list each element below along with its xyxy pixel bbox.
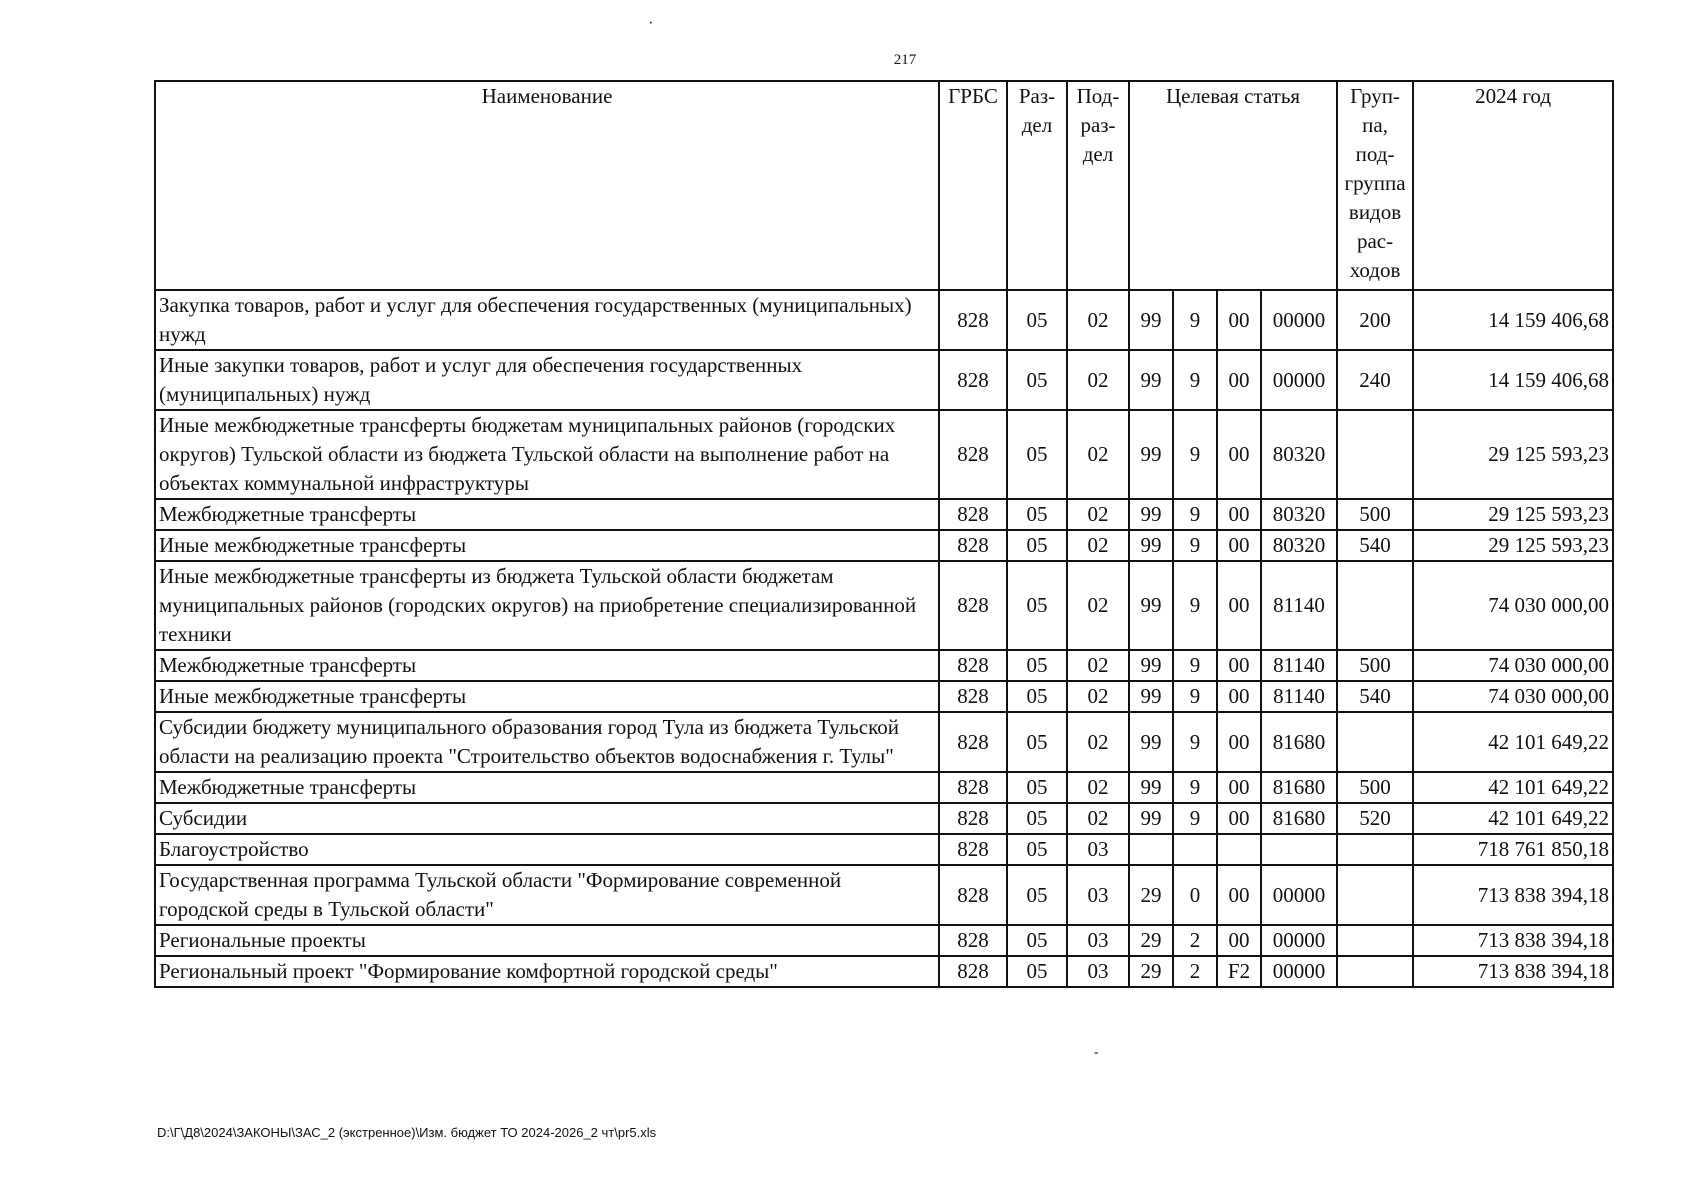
- cell-podrazdel: 02: [1067, 712, 1129, 772]
- cell-target-part-3: F2: [1217, 956, 1261, 987]
- cell-target-part-2: [1173, 834, 1217, 865]
- table-row: [155, 650, 1613, 681]
- cell-target-part-3: [1217, 834, 1261, 865]
- cell-target-part-2: 9: [1173, 681, 1217, 712]
- cell-name: Региональный проект "Формирование комфортной городской среды": [155, 956, 939, 987]
- cell-podrazdel: 02: [1067, 772, 1129, 803]
- cell-name: Межбюджетные трансферты: [155, 772, 939, 803]
- cell-target-part-3: 00: [1217, 530, 1261, 561]
- cell-target-part-1: 99: [1129, 290, 1173, 350]
- cell-target-part-1: [1129, 834, 1173, 865]
- cell-grbs: 828: [939, 834, 1007, 865]
- cell-target-part-4: 80320: [1261, 530, 1337, 561]
- cell-name: Закупка товаров, работ и услуг для обеспечения государственных (муниципальных) нужд: [155, 290, 939, 350]
- cell-expense-group: 540: [1337, 681, 1413, 712]
- cell-target-part-4: 80320: [1261, 499, 1337, 530]
- cell-target-part-3: 00: [1217, 865, 1261, 925]
- cell-grbs: 828: [939, 350, 1007, 410]
- cell-grbs: 828: [939, 925, 1007, 956]
- cell-target-part-2: 0: [1173, 865, 1217, 925]
- cell-target-part-1: 99: [1129, 350, 1173, 410]
- cell-expense-group: [1337, 410, 1413, 499]
- cell-target-part-2: 9: [1173, 499, 1217, 530]
- cell-grbs: 828: [939, 712, 1007, 772]
- cell-razdel: 05: [1007, 561, 1067, 650]
- cell-expense-group: 240: [1337, 350, 1413, 410]
- cell-amount: 74 030 000,00: [1413, 561, 1613, 650]
- cell-expense-group: [1337, 956, 1413, 987]
- cell-grbs: 828: [939, 956, 1007, 987]
- cell-amount: 713 838 394,18: [1413, 925, 1613, 956]
- cell-razdel: 05: [1007, 499, 1067, 530]
- cell-target-part-1: 99: [1129, 772, 1173, 803]
- table-row: [155, 530, 1613, 561]
- cell-target-part-3: 00: [1217, 350, 1261, 410]
- cell-target-part-1: 99: [1129, 803, 1173, 834]
- budget-table: [154, 80, 1614, 988]
- table-row: [155, 865, 1613, 925]
- table-row: [155, 712, 1613, 772]
- table-row: [155, 561, 1613, 650]
- cell-target-part-2: 9: [1173, 561, 1217, 650]
- cell-target-part-1: 99: [1129, 410, 1173, 499]
- cell-expense-group: 520: [1337, 803, 1413, 834]
- table-header: [155, 81, 1613, 290]
- cell-grbs: 828: [939, 772, 1007, 803]
- table-row: [155, 772, 1613, 803]
- header-razdel: Раз- дел: [1007, 81, 1067, 290]
- cell-target-part-3: 00: [1217, 803, 1261, 834]
- cell-target-part-2: 9: [1173, 803, 1217, 834]
- cell-amount: 14 159 406,68: [1413, 290, 1613, 350]
- header-grbs: ГРБС: [939, 81, 1007, 290]
- header-target-article: Целевая статья: [1129, 81, 1337, 290]
- table-row: [155, 803, 1613, 834]
- cell-grbs: 828: [939, 561, 1007, 650]
- cell-podrazdel: 02: [1067, 530, 1129, 561]
- cell-podrazdel: 02: [1067, 350, 1129, 410]
- cell-target-part-3: 00: [1217, 561, 1261, 650]
- cell-expense-group: 500: [1337, 499, 1413, 530]
- cell-target-part-4: 81140: [1261, 561, 1337, 650]
- cell-amount: 713 838 394,18: [1413, 865, 1613, 925]
- cell-podrazdel: 02: [1067, 410, 1129, 499]
- cell-amount: 14 159 406,68: [1413, 350, 1613, 410]
- cell-amount: 42 101 649,22: [1413, 712, 1613, 772]
- cell-target-part-1: 29: [1129, 925, 1173, 956]
- cell-expense-group: [1337, 834, 1413, 865]
- table-row: [155, 350, 1613, 410]
- cell-expense-group: [1337, 561, 1413, 650]
- header-expense-group: Груп- па, под- группа видов рас- ходов: [1337, 81, 1413, 290]
- cell-expense-group: 200: [1337, 290, 1413, 350]
- table-row: [155, 925, 1613, 956]
- cell-target-part-3: 00: [1217, 925, 1261, 956]
- cell-target-part-4: 80320: [1261, 410, 1337, 499]
- cell-target-part-1: 99: [1129, 712, 1173, 772]
- cell-grbs: 828: [939, 530, 1007, 561]
- cell-razdel: 05: [1007, 834, 1067, 865]
- cell-target-part-2: 9: [1173, 650, 1217, 681]
- cell-podrazdel: 03: [1067, 834, 1129, 865]
- cell-razdel: 05: [1007, 350, 1067, 410]
- cell-podrazdel: 02: [1067, 499, 1129, 530]
- cell-target-part-2: 9: [1173, 712, 1217, 772]
- cell-target-part-3: 00: [1217, 499, 1261, 530]
- cell-target-part-2: 2: [1173, 956, 1217, 987]
- table-row: [155, 499, 1613, 530]
- cell-target-part-2: 9: [1173, 530, 1217, 561]
- cell-name: Иные закупки товаров, работ и услуг для обеспечения государственных (муниципальных) нужд: [155, 350, 939, 410]
- cell-razdel: 05: [1007, 650, 1067, 681]
- cell-target-part-1: 99: [1129, 530, 1173, 561]
- page-number: 217: [893, 52, 917, 68]
- cell-razdel: 05: [1007, 772, 1067, 803]
- cell-target-part-3: 00: [1217, 772, 1261, 803]
- cell-target-part-4: 81140: [1261, 650, 1337, 681]
- cell-amount: 42 101 649,22: [1413, 772, 1613, 803]
- cell-target-part-1: 29: [1129, 865, 1173, 925]
- cell-target-part-4: 00000: [1261, 865, 1337, 925]
- cell-target-part-1: 99: [1129, 681, 1173, 712]
- cell-razdel: 05: [1007, 530, 1067, 561]
- cell-razdel: 05: [1007, 290, 1067, 350]
- cell-amount: 74 030 000,00: [1413, 650, 1613, 681]
- header-podrazdel: Под- раз- дел: [1067, 81, 1129, 290]
- cell-name: Иные межбюджетные трансферты: [155, 530, 939, 561]
- cell-name: Региональные проекты: [155, 925, 939, 956]
- cell-amount: 718 761 850,18: [1413, 834, 1613, 865]
- cell-amount: 42 101 649,22: [1413, 803, 1613, 834]
- scan-artifact-dot: ·: [648, 15, 654, 32]
- cell-target-part-1: 99: [1129, 499, 1173, 530]
- cell-razdel: 05: [1007, 410, 1067, 499]
- cell-podrazdel: 02: [1067, 561, 1129, 650]
- cell-name: Межбюджетные трансферты: [155, 650, 939, 681]
- cell-name: Иные межбюджетные трансферты: [155, 681, 939, 712]
- cell-target-part-4: [1261, 834, 1337, 865]
- cell-podrazdel: 02: [1067, 803, 1129, 834]
- cell-target-part-1: 99: [1129, 650, 1173, 681]
- cell-target-part-4: 81140: [1261, 681, 1337, 712]
- cell-name: Межбюджетные трансферты: [155, 499, 939, 530]
- table-row: [155, 681, 1613, 712]
- cell-amount: 74 030 000,00: [1413, 681, 1613, 712]
- cell-target-part-4: 81680: [1261, 772, 1337, 803]
- cell-name: Иные межбюджетные трансферты бюджетам муниципальных районов (городских округов) Тульской области из бюджета Тульской области на выполнение работ на объектах коммунальной инфраструктуры: [155, 410, 939, 499]
- cell-expense-group: [1337, 712, 1413, 772]
- cell-target-part-2: 9: [1173, 350, 1217, 410]
- header-year: 2024 год: [1413, 81, 1613, 290]
- cell-amount: 713 838 394,18: [1413, 956, 1613, 987]
- cell-name: Благоустройство: [155, 834, 939, 865]
- table-row: [155, 410, 1613, 499]
- cell-target-part-4: 00000: [1261, 350, 1337, 410]
- cell-amount: 29 125 593,23: [1413, 499, 1613, 530]
- cell-razdel: 05: [1007, 803, 1067, 834]
- header-name: Наименование: [155, 81, 939, 290]
- cell-razdel: 05: [1007, 865, 1067, 925]
- cell-podrazdel: 02: [1067, 290, 1129, 350]
- cell-grbs: 828: [939, 410, 1007, 499]
- cell-expense-group: 500: [1337, 650, 1413, 681]
- cell-expense-group: [1337, 865, 1413, 925]
- cell-razdel: 05: [1007, 925, 1067, 956]
- table-row: [155, 956, 1613, 987]
- cell-name: Субсидии бюджету муниципального образования город Тула из бюджета Тульской области на реализацию проекта "Строительство объектов водоснабжения г. Тулы": [155, 712, 939, 772]
- cell-podrazdel: 02: [1067, 681, 1129, 712]
- cell-target-part-3: 00: [1217, 712, 1261, 772]
- cell-target-part-3: 00: [1217, 650, 1261, 681]
- cell-target-part-3: 00: [1217, 290, 1261, 350]
- cell-grbs: 828: [939, 499, 1007, 530]
- scan-artifact-dash: -: [1094, 1045, 1099, 1060]
- footer-file-path: D:\Г\Д8\2024\ЗАКОНЫ\ЗАС_2 (экстренное)\Изм. бюджет ТО 2024-2026_2 чт\pr5.xls: [157, 1125, 657, 1140]
- cell-podrazdel: 03: [1067, 956, 1129, 987]
- cell-amount: 29 125 593,23: [1413, 410, 1613, 499]
- cell-grbs: 828: [939, 865, 1007, 925]
- cell-expense-group: 500: [1337, 772, 1413, 803]
- cell-target-part-4: 81680: [1261, 803, 1337, 834]
- table-row: [155, 290, 1613, 350]
- cell-grbs: 828: [939, 803, 1007, 834]
- cell-target-part-4: 00000: [1261, 290, 1337, 350]
- table-body: [155, 290, 1613, 987]
- cell-podrazdel: 03: [1067, 925, 1129, 956]
- cell-target-part-2: 9: [1173, 772, 1217, 803]
- cell-target-part-4: 00000: [1261, 956, 1337, 987]
- cell-target-part-2: 2: [1173, 925, 1217, 956]
- cell-target-part-3: 00: [1217, 681, 1261, 712]
- cell-target-part-2: 9: [1173, 410, 1217, 499]
- cell-target-part-4: 81680: [1261, 712, 1337, 772]
- cell-name: Субсидии: [155, 803, 939, 834]
- cell-amount: 29 125 593,23: [1413, 530, 1613, 561]
- cell-podrazdel: 02: [1067, 650, 1129, 681]
- cell-target-part-1: 29: [1129, 956, 1173, 987]
- cell-grbs: 828: [939, 290, 1007, 350]
- cell-grbs: 828: [939, 650, 1007, 681]
- cell-podrazdel: 03: [1067, 865, 1129, 925]
- cell-razdel: 05: [1007, 712, 1067, 772]
- cell-name: Иные межбюджетные трансферты из бюджета Тульской области бюджетам муниципальных районов (городских округов) на приобретение специализированной техники: [155, 561, 939, 650]
- cell-razdel: 05: [1007, 956, 1067, 987]
- cell-razdel: 05: [1007, 681, 1067, 712]
- cell-name: Государственная программа Тульской области "Формирование современной городской среды в Тульской области": [155, 865, 939, 925]
- cell-expense-group: [1337, 925, 1413, 956]
- cell-target-part-2: 9: [1173, 290, 1217, 350]
- cell-expense-group: 540: [1337, 530, 1413, 561]
- table-row: [155, 834, 1613, 865]
- cell-target-part-3: 00: [1217, 410, 1261, 499]
- cell-grbs: 828: [939, 681, 1007, 712]
- cell-target-part-1: 99: [1129, 561, 1173, 650]
- cell-target-part-4: 00000: [1261, 925, 1337, 956]
